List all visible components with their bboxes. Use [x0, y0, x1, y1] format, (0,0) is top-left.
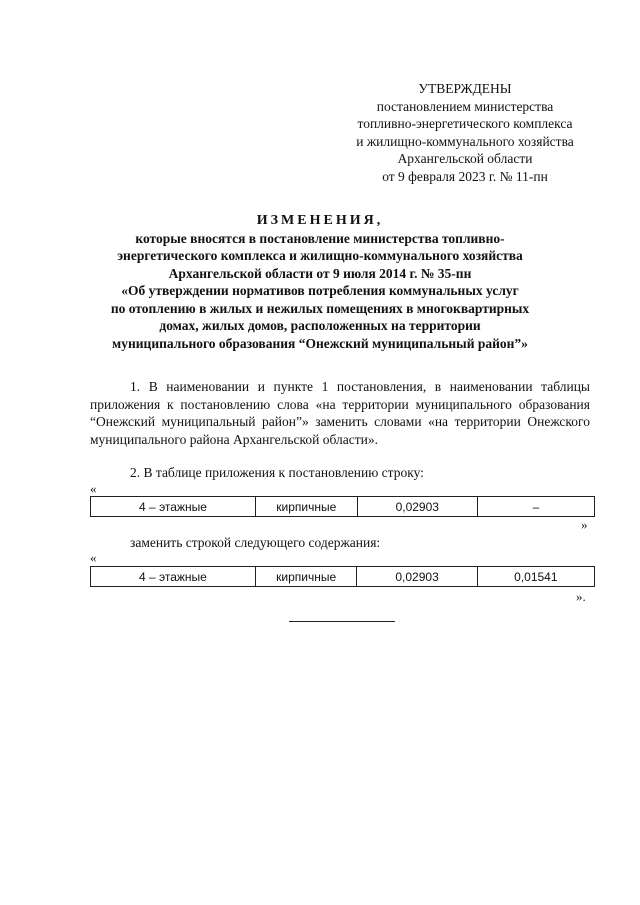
end-rule — [289, 621, 395, 622]
approval-line: постановлением министерства — [376, 98, 554, 114]
table-cell: 0,02903 — [357, 567, 477, 587]
old-row-table — [90, 496, 595, 517]
table-cell: 0,01541 — [477, 567, 594, 587]
quote-close: » — [581, 517, 588, 532]
approval-line: Архангельской области — [397, 151, 533, 166]
replace-text: заменить строкой следующего содержания: — [130, 535, 381, 550]
approval-line: и жилищно-коммунального хозяйства — [356, 133, 574, 149]
approval-line: УТВЕРЖДЕНЫ — [418, 81, 512, 96]
approval-line: топливно-энергетического комплекса — [357, 116, 573, 131]
paragraph-1 — [90, 378, 590, 448]
heading-line: которые вносятся в постановление министерства топливно- — [135, 230, 505, 246]
table-cell: кирпичные — [255, 497, 357, 517]
heading-line: по отоплению в жилых и нежилых помещениях в многоквартирных — [110, 300, 530, 316]
quote-open: « — [90, 550, 97, 565]
document-heading — [80, 212, 560, 352]
paragraph-2: 2. В таблице приложения к постановлению строку: — [130, 465, 424, 480]
table-row — [91, 497, 595, 517]
heading-line: муниципального образования “Онежский муниципальный район”» — [112, 335, 528, 351]
table-cell: кирпичные — [255, 567, 357, 587]
paragraph-1-text: 1. В наименовании и пункте 1 постановления, в наименовании таблицы приложения к постановлению слова «на территории муниципального образования “Онежский муниципальный район”» заменить словами «на территории Онежского муниципального района Архангельской области». — [90, 379, 590, 447]
quote-close: ». — [576, 589, 586, 604]
approval-block — [320, 80, 610, 185]
heading-line: Архангельской области от 9 июля 2014 г. № 35-пн — [168, 265, 472, 281]
table-row — [91, 567, 595, 587]
table-cell: 4 – этажные — [91, 567, 256, 587]
table-cell: 0,02903 — [357, 497, 477, 517]
table-cell: 4 – этажные — [91, 497, 256, 517]
heading-line: домах, жилых домов, расположенных на территории — [159, 318, 481, 333]
table-cell: – — [477, 497, 594, 517]
heading-line: «Об утверждении нормативов потребления коммунальных услуг — [121, 283, 519, 298]
approval-line: от 9 февраля 2023 г. № 11-пн — [382, 168, 548, 184]
quote-open: « — [90, 481, 97, 496]
heading-line: энергетического комплекса и жилищно-коммунального хозяйства — [117, 248, 523, 263]
heading-title: ИЗМЕНЕНИЯ, — [256, 213, 384, 228]
new-row-table — [90, 566, 595, 587]
